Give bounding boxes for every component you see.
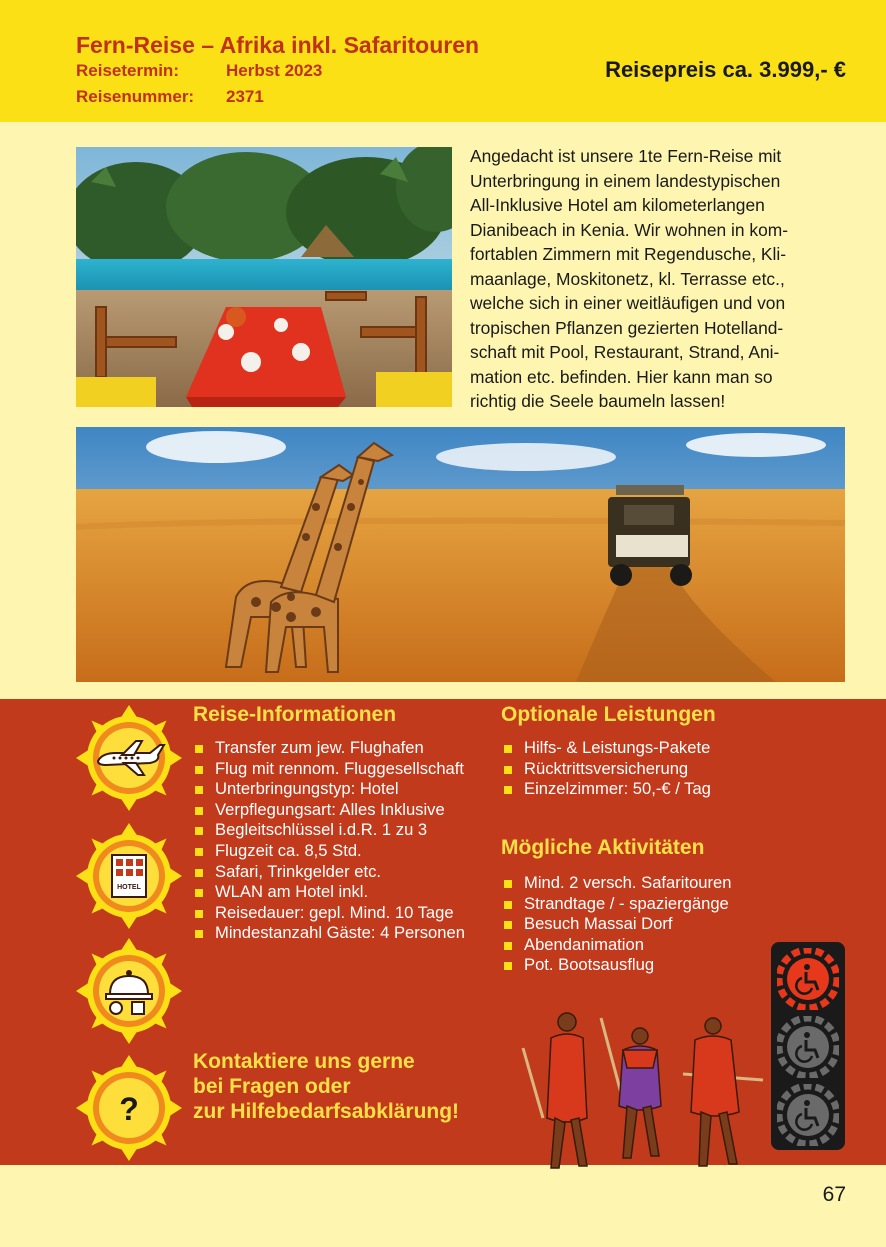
contact-line: Kontaktiere uns gerne: [193, 1050, 415, 1073]
intro-line: All-Inklusive Hotel am kilometerlangen: [470, 195, 765, 215]
question-mark-text: ?: [119, 1091, 139, 1127]
optionale-heading: Optionale Leistungen: [501, 703, 716, 726]
intro-line: Dianibeach in Kenia. Wir wohnen in kom-: [470, 219, 789, 240]
trip-price: Reisepreis ca. 3.999,- €: [605, 57, 846, 82]
intro-line: schaft mit Pool, Restaurant, Strand, Ani-: [470, 342, 780, 362]
reise-info-list: [193, 738, 465, 944]
contact-text: [193, 1049, 459, 1124]
accessibility-rating: [771, 942, 845, 1150]
contact-line: bei Fragen oder: [193, 1075, 351, 1098]
list-item: Pot. Bootsausflug: [502, 955, 732, 976]
hotel-sign-text: HOTEL: [117, 884, 141, 891]
trip-title: Fern-Reise – Afrika inkl. Safaritouren: [76, 32, 480, 58]
reise-info-heading: Reise-Informationen: [193, 703, 397, 726]
contact-line: zur Hilfebedarfsabklärung!: [193, 1100, 460, 1123]
list-item: Besuch Massai Dorf: [502, 914, 732, 935]
intro-line: Unterbringung in einem landestypischen: [470, 170, 781, 191]
list-item: Transfer zum jew. Flughafen: [193, 738, 465, 759]
intro-line: fortablen Zimmern mit Regendusche, Kli-: [470, 244, 787, 264]
wheelchair-icon: [777, 1084, 839, 1146]
hotel-pool-photo: [76, 147, 452, 407]
intro-line: welche sich in einer weitläufigen und von: [470, 293, 786, 313]
hotel-icon: [76, 823, 182, 929]
intro-paragraph: [470, 144, 845, 414]
list-item: WLAN am Hotel inkl.: [193, 882, 465, 903]
trip-date-label: Reisetermin:: [76, 61, 179, 80]
intro-line: tropischen Pflanzen gezierten Hotelland-: [470, 317, 784, 338]
intro-line: maanlage, Moskitonetz, kl. Terrasse etc.,: [470, 268, 785, 289]
masai-warriors-illustration: [515, 1008, 765, 1190]
intro-line: mation etc. befinden. Hier kann man so: [470, 366, 773, 387]
trip-number-label: Reisenummer:: [76, 87, 195, 106]
page-number: 67: [822, 1183, 846, 1206]
question-icon: [76, 1055, 182, 1161]
list-item: Mind. 2 versch. Safaritouren: [502, 873, 732, 894]
trip-number-value: 2371: [226, 87, 264, 106]
list-item: Safari, Trinkgelder etc.: [193, 862, 465, 883]
list-item: Abendanimation: [502, 935, 732, 956]
plane-icon: [76, 705, 182, 811]
list-item: Einzelzimmer: 50,-€ / Tag: [502, 779, 711, 800]
list-item: Flugzeit ca. 8,5 Std.: [193, 841, 465, 862]
intro-line: Angedacht ist unsere 1te Fern-Reise mit: [470, 146, 782, 166]
list-item: Unterbringungstyp: Hotel: [193, 779, 465, 800]
trip-number-row: [76, 87, 264, 107]
trip-date-value: Herbst 2023: [226, 61, 323, 80]
aktivitaeten-list: [502, 873, 732, 976]
intro-line: richtig die Seele baumeln lassen!: [470, 391, 726, 411]
food-icon: [76, 938, 182, 1044]
list-item: Verpflegungsart: Alles Inklusive: [193, 800, 465, 821]
list-item: Begleitschlüssel i.d.R. 1 zu 3: [193, 820, 465, 841]
list-item: Mindestanzahl Gäste: 4 Personen: [193, 923, 465, 944]
list-item: Strandtage / - spaziergänge: [502, 894, 732, 915]
list-item: Hilfs- & Leistungs-Pakete: [502, 738, 711, 759]
wheelchair-icon: [777, 948, 839, 1010]
list-item: Reisedauer: gepl. Mind. 10 Tage: [193, 903, 465, 924]
safari-giraffes-photo: [76, 427, 845, 682]
trip-date-row: [76, 61, 322, 81]
list-item: Rücktrittsversicherung: [502, 759, 711, 780]
wheelchair-icon: [777, 1016, 839, 1078]
optionale-list: [502, 738, 711, 800]
aktivitaeten-heading: Mögliche Aktivitäten: [501, 836, 705, 859]
header-band: [0, 0, 886, 122]
list-item: Flug mit rennom. Fluggesellschaft: [193, 759, 465, 780]
